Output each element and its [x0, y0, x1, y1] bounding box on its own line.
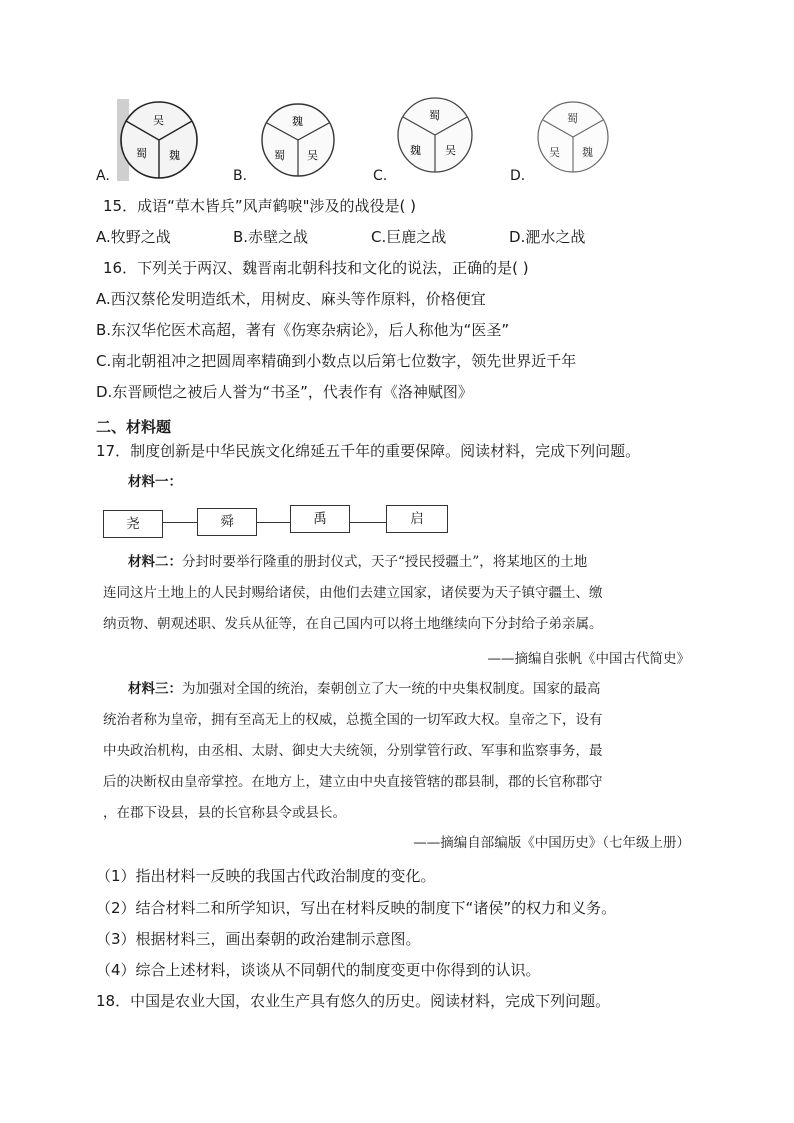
pie-b-top: 魏: [292, 115, 303, 128]
q15-stem: 15．成语“草木皆兵”风声鹤唳"涉及的战役是( ): [103, 197, 417, 215]
pie-c-right: 吴: [445, 144, 456, 157]
q15-option-a: A.牧野之战: [96, 228, 171, 246]
section-title: 二、材料题: [96, 418, 172, 436]
q16-option-b: B.东汉华佗医术高超，著有《伤寒杂病论》，后人称他为“医圣”: [96, 321, 510, 339]
q17-sub-1: （1）指出材料一反映的我国古代政治制度的变化。: [96, 867, 436, 885]
succession-yu-text: 禹: [313, 511, 327, 527]
pie-b-right: 吴: [307, 149, 318, 162]
q15-option-d: D.淝水之战: [509, 228, 586, 246]
material-three-paragraph: [103, 679, 691, 823]
q17-sub-2: （2）结合材料二和所学知识，写出在材料反映的制度下“诸侯”的权力和义务。: [96, 899, 617, 917]
pie-c-top: 蜀: [429, 109, 440, 122]
material-two-source: ——摘编自张帆《中国古代简史》: [487, 651, 690, 667]
q18-stem: 18．中国是农业大国，农业生产具有悠久的历史。阅读材料，完成下列问题。: [96, 992, 611, 1010]
pie-a-top: 吴: [153, 114, 164, 127]
q16-option-a: A.西汉蔡伦发明造纸术，用树皮、麻头等作原料，价格便宜: [96, 290, 486, 308]
pie-options-row: [95, 95, 655, 190]
material-two-paragraph: [103, 552, 691, 634]
q15-option-c: C.巨鹿之战: [371, 228, 447, 246]
pie-option-b: [259, 101, 337, 179]
material-two-line-2: 连同这片土地上的人民封赐给诸侯，由他们去建立国家，诸侯要为天子镇守疆土、缴: [103, 585, 603, 601]
pie-option-c: [395, 95, 475, 175]
pie-option-b-label: B.: [233, 168, 248, 184]
material-three-line-4: 后的决断权由皇帝掌控。在地方上，建立由中央直接管辖的郡县制，郡的长官称郡守: [103, 774, 603, 790]
succession-qi-text: 启: [410, 511, 424, 527]
material-three-line-1: 为加强对全国的统治，秦朝创立了大一统的中央集权制度。国家的最高: [182, 681, 601, 697]
pie-d-left: 吴: [549, 146, 560, 159]
material-one-label: 材料一：: [128, 474, 182, 490]
succession-box-shun: [197, 508, 257, 536]
pie-option-d: [535, 99, 611, 175]
pie-d-right: 魏: [582, 146, 593, 159]
material-three-source: ——摘编自部编版《中国历史》（七年级上册）: [413, 835, 690, 851]
pie-c-left: 魏: [410, 144, 421, 157]
q16-option-c: C.南北朝祖冲之把圆周率精确到小数点以后第七位数字，领先世界近千年: [96, 352, 577, 370]
succession-box-yu: [290, 505, 350, 533]
succession-box-qi: [386, 505, 448, 533]
q16-stem: 16．下列关于两汉、魏晋南北朝科技和文化的说法，正确的是( ): [103, 259, 529, 277]
succession-box-yao: [103, 510, 163, 538]
material-two-label: 材料二：: [128, 554, 182, 570]
q17-sub-3: （3）根据材料三，画出秦朝的政治建制示意图。: [96, 930, 421, 948]
material-three-label: 材料三：: [128, 681, 182, 697]
q16-option-d: D.东晋顾恺之被后人誉为“书圣”，代表作有《洛神赋图》: [96, 383, 473, 401]
material-two-line-1: 分封时要举行隆重的册封仪式，天子“授民授疆土”，将某地区的土地: [182, 554, 588, 570]
pie-option-d-label: D.: [510, 168, 526, 184]
pie-option-a: [117, 99, 199, 181]
material-three-line-3: 中央政治机构，由丞相、太尉、御史大夫统领，分别掌管行政、军事和监察事务，最: [103, 743, 603, 759]
pie-a-right: 魏: [169, 149, 180, 162]
material-two-line-3: 纳贡物、朝观述职、发兵从征等，在自己国内可以将土地继续向下分封给子弟亲属。: [103, 616, 603, 632]
pie-a-left: 蜀: [136, 147, 147, 160]
q17-stem: 17．制度创新是中华民族文化绵延五千年的重要保障。阅读材料，完成下列问题。: [96, 442, 641, 460]
pie-option-c-label: C.: [373, 168, 388, 184]
pie-b-left: 蜀: [274, 149, 285, 162]
q15-option-b: B.赤壁之战: [233, 228, 309, 246]
material-three-line-2: 统治者称为皇帝，拥有至高无上的权威，总揽全国的一切军政大权。皇帝之下，设有: [103, 712, 603, 728]
succession-diagram: [103, 500, 448, 540]
q17-sub-4: （4）综合上述材料，谈谈从不同朝代的制度变更中你得到的认识。: [96, 961, 541, 979]
pie-option-a-label: A.: [96, 168, 110, 184]
material-three-line-5: ，在郡下设县，县的长官称县令或县长。: [103, 805, 346, 821]
succession-shun-text: 舜: [220, 514, 234, 530]
pie-d-top: 蜀: [567, 112, 578, 125]
succession-yao-text: 尧: [126, 516, 140, 532]
